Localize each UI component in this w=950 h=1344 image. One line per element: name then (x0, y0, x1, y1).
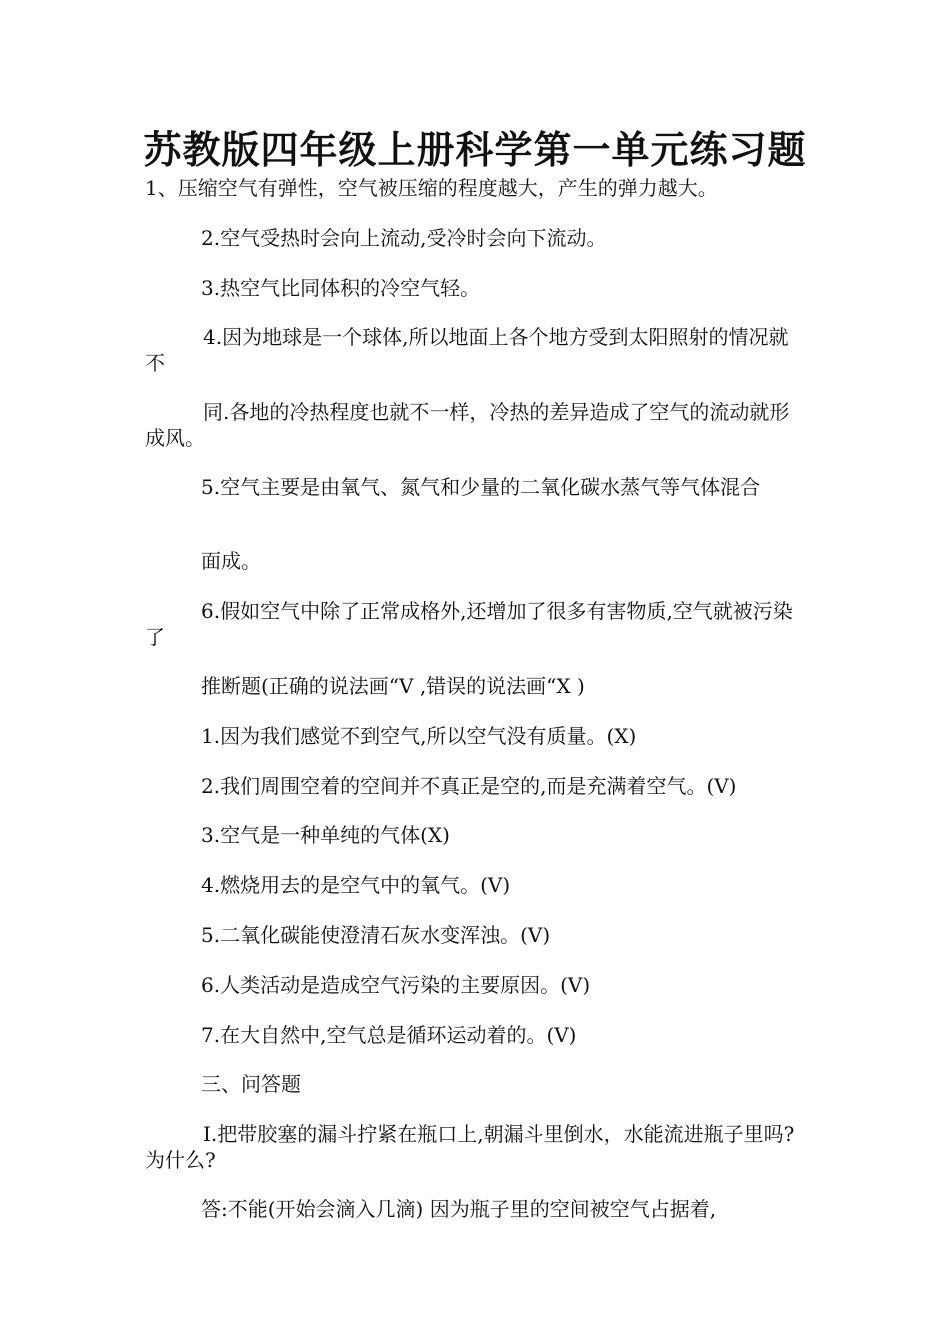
question-1: I.把带胶塞的漏斗拧紧在瓶口上,朝漏斗里倒水，水能流进瓶子里吗? 为什么? (145, 1122, 795, 1172)
paragraph-7: 面成。 (201, 549, 261, 573)
section-heading-qa: 三、问答题 (201, 1072, 301, 1096)
judgement-item-7: 7.在大自然中,空气总是循环运动着的。(V) (201, 1023, 577, 1047)
paragraph-8: 6.假如空气中除了正常成格外,还增加了很多有害物质,空气就被污染了 (145, 599, 793, 649)
paragraph-4: 4.因为地球是一个球体,所以地面上各个地方受到太阳照射的情况就不 (145, 325, 789, 375)
paragraph-6: 5.空气主要是由氧气、氮气和少量的二氧化碳水蒸气等气体混合 (201, 475, 761, 499)
judgement-item-4: 4.燃烧用去的是空气中的氧气。(V) (201, 873, 511, 897)
judgement-item-2: 2.我们周围空着的空间并不真正是空的,而是充满着空气。(V) (201, 774, 737, 798)
section-heading-judgement: 推断题(正确的说法画“V ,错误的说法画“X ) (201, 674, 585, 698)
document-title: 苏教版四年级上册科学第一单元练习题 (143, 127, 807, 172)
answer-1: 答:不能(开始会滴入几滴) 因为瓶子里的空间被空气占据着, (201, 1197, 717, 1221)
judgement-item-6: 6.人类活动是造成空气污染的主要原因。(V) (201, 973, 591, 997)
judgement-item-3: 3.空气是一种单纯的气体(X) (201, 823, 450, 847)
judgement-item-5: 5.二氧化碳能使澄清石灰水变浑浊。(V) (201, 923, 551, 947)
paragraph-1: 1、压缩空气有弹性，空气被压缩的程度越大，产生的弹力越大。 (145, 176, 718, 200)
paragraph-2: 2.空气受热时会向上流动,受冷时会向下流动。 (201, 226, 607, 250)
paragraph-3: 3.热空气比同体积的冷空气轻。 (201, 276, 481, 300)
paragraph-5: 同.各地的冷热程度也就不一样，冷热的差异造成了空气的流动就形成风。 (145, 400, 790, 450)
judgement-item-1: 1.因为我们感觉不到空气,所以空气没有质量。(X) (201, 724, 637, 748)
